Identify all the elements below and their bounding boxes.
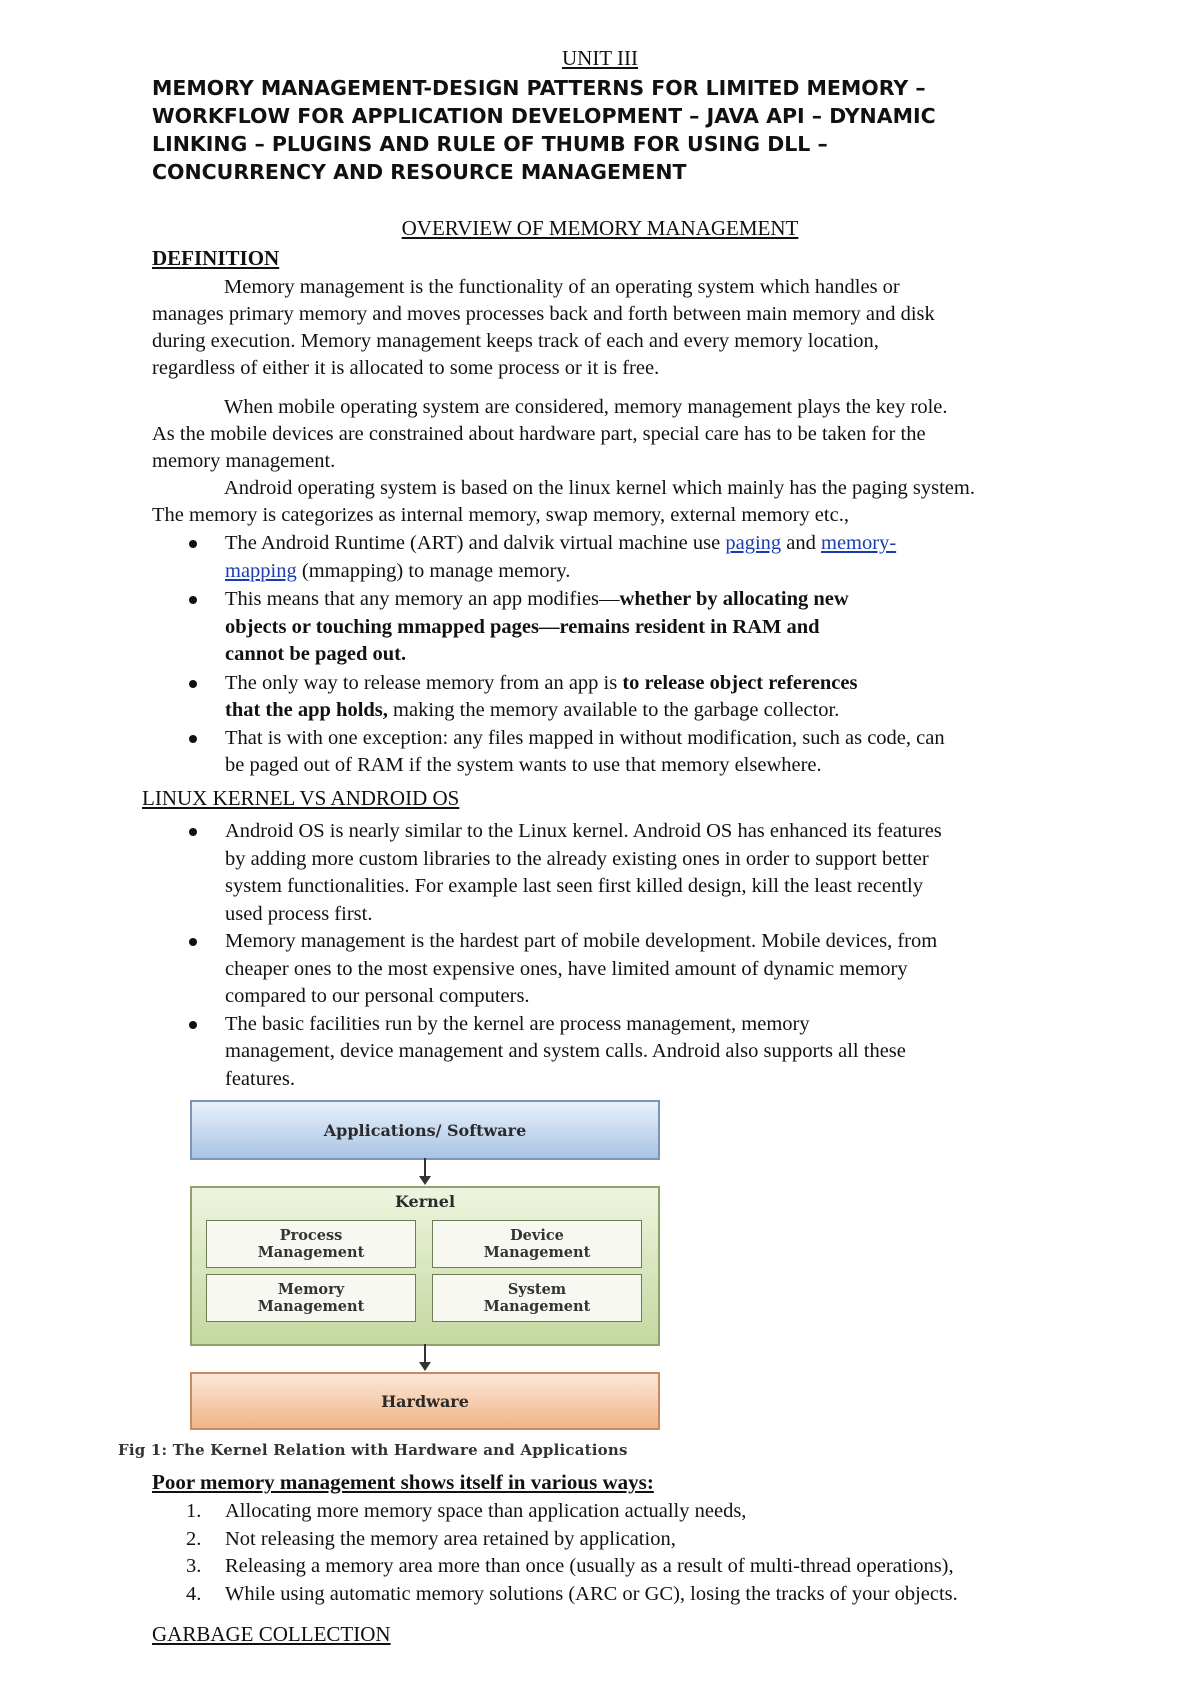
paragraph-line: memory management. [152,450,336,472]
memory-bullets [184,530,1094,780]
paging-link[interactable]: paging [725,532,782,554]
title-line: LINKING – PLUGINS AND RULE OF THUMB FOR USING DLL – [152,132,828,156]
bullet-text: (mmapping) to manage memory. [296,559,571,582]
bullet-bold-text: objects or touching mmapped pages—remains resident in RAM and [225,615,820,638]
poor-memory-heading: Poor memory management shows itself in various ways: [152,1470,654,1494]
list-item [184,725,1094,780]
box-label: Management [483,1298,591,1315]
box-label: Process [279,1227,343,1244]
paragraph-line: When mobile operating system are considered, memory management plays the key role. [224,396,948,418]
unit-label: UNIT III [561,46,638,70]
memory-mapping-link[interactable]: memory- [821,532,897,554]
box-label: Device [510,1227,564,1244]
bullet-icon [189,680,197,688]
linux-bullets [184,818,1094,1093]
list-item-text: While using automatic memory solutions (ARC or GC), losing the tracks of your objects. [225,1582,958,1605]
overview-heading: OVERVIEW OF MEMORY MANAGEMENT [401,216,799,240]
title-line: CONCURRENCY AND RESOURCE MANAGEMENT [152,160,687,184]
bullet-bold-text: that the app holds, [225,699,388,721]
arrow-down-icon [424,1344,426,1369]
definition-heading: DEFINITION [152,246,280,270]
bullet-text: The Android Runtime (ART) and dalvik virtual machine use [225,532,726,554]
memory-mapping-link[interactable]: mapping [225,559,297,582]
list-item [184,670,1094,725]
bullet-bold-text: cannot be paged out. [225,643,407,665]
list-item [184,818,1094,928]
list-item: 2. Not releasing the memory area retained by application, [186,1527,676,1550]
paragraph-line: As the mobile devices are constrained about hardware part, special care has to be taken for the [152,423,926,445]
bullet-icon [189,596,197,604]
main-title [152,74,1072,186]
linux-heading: LINUX KERNEL VS ANDROID OS [142,786,460,810]
list-item-text: Not releasing the memory area retained by application, [225,1527,676,1550]
list-item [184,530,1094,585]
list-item: 1. Allocating more memory space than application actually needs, [186,1500,747,1522]
bullet-text: management, device management and system calls. Android also supports all these [225,1040,906,1062]
device-management-box [432,1220,642,1268]
list-item: 4. While using automatic memory solutions (ARC or GC), losing the tracks of your objects. [186,1582,958,1605]
bullet-text: The only way to release memory from an app is [225,671,623,694]
applications-box: Applications/ Software [190,1100,660,1160]
process-management-box [206,1220,416,1268]
paragraph-line: during execution. Memory management keeps track of each and every memory location, [152,330,879,352]
garbage-collection-heading: GARBAGE COLLECTION [152,1622,391,1646]
kernel-diagram [118,1098,738,1438]
paragraph-line: Android operating system is based on the linux kernel which mainly has the paging system. [224,477,975,499]
list-item-text: Allocating more memory space than application actually needs, [225,1500,747,1522]
list-item [184,928,1094,1011]
bullet-text: system functionalities. For example last seen first killed design, kill the least recently [225,875,923,897]
box-label: Management [257,1298,365,1315]
bullet-icon [189,828,197,836]
numbered-list [184,1498,1104,1608]
bullet-text: be paged out of RAM if the system wants to use that memory elsewhere. [225,754,822,776]
bullet-text: compared to our personal computers. [225,985,530,1007]
bullet-text: Android OS is nearly similar to the Linux kernel. Android OS has enhanced its features [225,820,942,842]
kernel-box [190,1186,660,1346]
title-line: MEMORY MANAGEMENT-DESIGN PATTERNS FOR LIMITED MEMORY – [152,76,926,100]
arrow-down-icon [424,1158,426,1183]
box-label: Management [257,1244,365,1261]
bullet-text: The basic facilities run by the kernel are process management, memory [225,1012,810,1035]
box-label: Management [483,1244,591,1261]
list-item [184,586,1094,669]
bullet-icon [189,540,197,548]
bullet-icon [189,938,197,946]
bullet-text: cheaper ones to the most expensive ones, have limited amount of dynamic memory [225,957,908,980]
paragraph-line: manages primary memory and moves processes back and forth between main memory and disk [152,303,935,325]
bullet-icon [189,735,197,743]
bullet-text: Memory management is the hardest part of mobile development. Mobile devices, from [225,930,938,952]
system-management-box [432,1274,642,1322]
figure-caption: Fig 1: The Kernel Relation with Hardware and Applications [118,1441,628,1459]
bullet-text: by adding more custom libraries to the already existing ones in order to support better [225,847,929,870]
list-item: 3. Releasing a memory area more than once (usually as a result of multi-thread operations), [186,1555,954,1577]
memory-management-box [206,1274,416,1322]
title-line: WORKFLOW FOR APPLICATION DEVELOPMENT – JAVA API – DYNAMIC [152,104,936,128]
mobile-paragraph [152,394,1092,475]
list-item-text: Releasing a memory area more than once (usually as a result of multi-thread operations), [225,1555,954,1577]
box-label: System [507,1281,567,1298]
bullet-text: That is with one exception: any files mapped in without modification, such as code, can [225,726,945,749]
paragraph-line: regardless of either it is allocated to some process or it is free. [152,357,660,379]
kernel-label: Kernel [394,1192,456,1211]
android-paragraph [152,475,1092,529]
bullet-text: and [781,532,821,554]
bullet-icon [189,1021,197,1029]
paragraph-line: The memory is categorizes as internal memory, swap memory, external memory etc., [152,504,849,526]
bullet-bold-text: whether by allocating new [619,588,849,610]
hardware-box: Hardware [190,1372,660,1430]
box-label: Memory [277,1281,345,1298]
bullet-text: used process first. [225,902,373,925]
paragraph-line: Memory management is the functionality of an operating system which handles or [224,276,900,298]
list-item [184,1011,1094,1094]
definition-paragraph [152,274,1092,382]
bullet-text: This means that any memory an app modifies— [225,588,620,610]
bullet-text: making the memory available to the garbage collector. [387,699,840,721]
bullet-text: features. [225,1067,295,1090]
bullet-bold-text: to release object references [622,671,858,694]
